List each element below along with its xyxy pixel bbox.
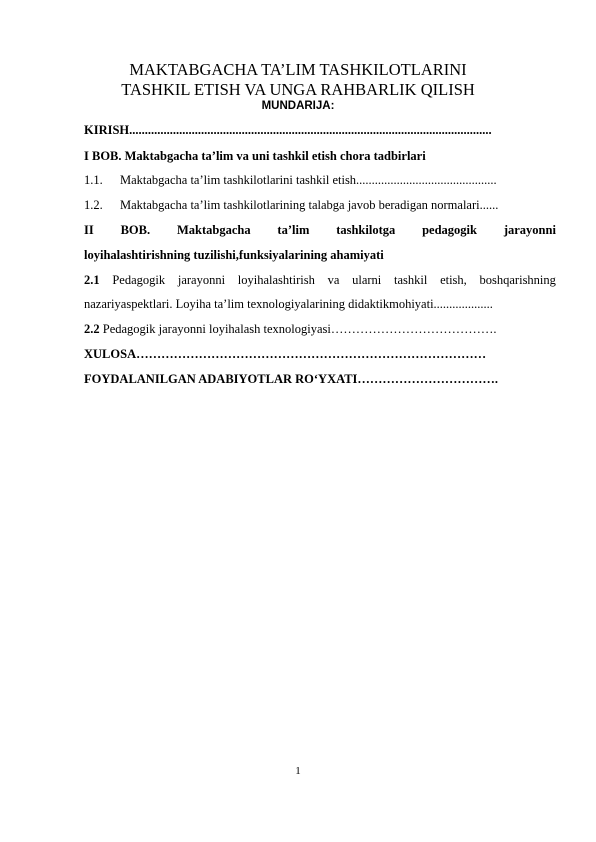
document-title-line-2: TASHKIL ETISH VA UNGA RAHBARLIK QILISH [121,80,475,99]
toc-entry-2-2 [84,321,556,337]
toc-entry-xulosa: XULOSA………………………………………………………………………… [84,347,487,361]
toc-entry-2-1-word: va [327,273,340,287]
toc-entry-2-1-word: Pedagogik [112,273,166,287]
toc-entry-2-1-word: loyihalashtirish [237,273,315,287]
toc-chapter-2-word: Maktabgacha [176,223,251,237]
toc-entry-references: FOYDALANILGAN ADABIYOTLAR RO‘YXATI……………………………. [84,372,499,386]
toc-entry-2-1-line-2: nazariyaspektlari. Loyiha ta’lim texnologiyalarining didaktikmohiyati................... [84,297,493,311]
toc-entry-1-1 [84,172,556,188]
toc-entry-1-1-text: Maktabgacha ta’lim tashkilotlarini tashkil etish............................................. [120,173,497,187]
toc-entry-2-1-word: etish, [440,273,467,287]
page-number: 1 [295,765,301,777]
toc-entry-2-1-word: tashkil [394,273,428,287]
toc-entry-1-2-text: Maktabgacha ta’lim tashkilotlarining talabga javob beradigan normalari...... [120,198,499,212]
toc-chapter-2-word: jarayonni [503,223,556,237]
toc-entry-2-1-line-1 [84,272,556,288]
toc-chapter-2-word: pedagogik [422,223,477,237]
toc-chapter-2-line-2: loyihalashtirishning tuzilishi,funksiyalarining ahamiyati [84,248,384,262]
document-title-line-1: MAKTABGACHA TA’LIM TASHKILOTLARINI [129,60,467,79]
toc-entry-1-2-number: 1.2. [84,198,103,212]
toc-chapter-1: I BOB. Maktabgacha ta’lim va uni tashkil etish chora tadbirlari [84,149,426,163]
toc-chapter-2-line-1 [84,222,556,238]
toc-entry-2-1-word: jarayonni [177,273,226,287]
toc-entry-kirish: KIRISH.................................................................................................................... [84,123,492,137]
toc-chapter-2-word: tashkilotga [336,223,396,237]
toc-entry-2-2-number: 2.2 [84,322,100,336]
toc-entry-2-2-text: Pedagogik jarayonni loyihalash texnologiyasi…………………………………. [102,322,497,336]
toc-entry-1-2 [84,197,556,213]
toc-entry-2-1-word: boshqarishning [479,273,556,287]
toc-chapter-2-word: II [84,223,94,237]
toc-heading: MUNDARIJA: [261,100,335,112]
toc-entry-2-1-word: ularni [352,273,382,287]
toc-chapter-2-word: BOB. [120,223,151,237]
toc-entry-1-1-number: 1.1. [84,173,103,187]
toc-chapter-2-word: ta’lim [277,223,310,237]
toc-entry-2-1-number: 2.1 [84,273,100,287]
